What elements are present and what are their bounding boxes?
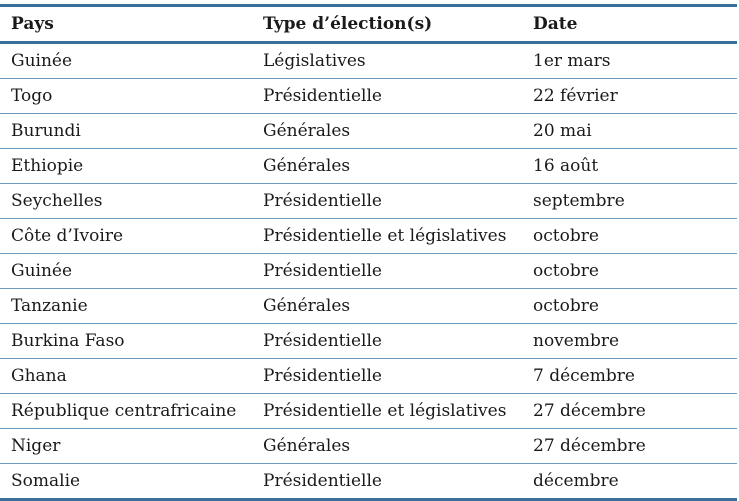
cell-election-type: Présidentielle [252,359,522,394]
cell-date: 7 décembre [522,359,737,394]
cell-country: Burundi [0,114,252,149]
cell-election-type: Législatives [252,43,522,79]
cell-election-type: Présidentielle [252,254,522,289]
table-row [0,149,737,184]
cell-date: 1er mars [522,43,737,79]
cell-date: 27 décembre [522,394,737,429]
elections-table [0,4,737,501]
cell-election-type: Présidentielle [252,464,522,500]
header-date: Date [522,6,737,43]
header-row [0,6,737,43]
cell-date: 22 février [522,79,737,114]
cell-country: Guinée [0,254,252,289]
cell-date: novembre [522,324,737,359]
table-row [0,184,737,219]
elections-table-container [0,4,737,501]
cell-election-type: Générales [252,114,522,149]
cell-election-type: Générales [252,289,522,324]
table-row [0,43,737,79]
cell-election-type: Présidentielle [252,79,522,114]
cell-country: Seychelles [0,184,252,219]
cell-country: Côte d’Ivoire [0,219,252,254]
table-row [0,79,737,114]
cell-date: octobre [522,289,737,324]
cell-date: octobre [522,219,737,254]
cell-country: Burkina Faso [0,324,252,359]
cell-country: Tanzanie [0,289,252,324]
table-row [0,464,737,500]
cell-election-type: Présidentielle et législatives [252,394,522,429]
cell-country: Togo [0,79,252,114]
cell-date: octobre [522,254,737,289]
cell-election-type: Présidentielle [252,324,522,359]
cell-country: Ethiopie [0,149,252,184]
header-country: Pays [0,6,252,43]
cell-election-type: Présidentielle [252,184,522,219]
cell-country: Niger [0,429,252,464]
table-header [0,6,737,43]
cell-election-type: Générales [252,149,522,184]
cell-country: Guinée [0,43,252,79]
table-row [0,254,737,289]
header-election-type: Type d’élection(s) [252,6,522,43]
cell-country: Somalie [0,464,252,500]
table-row [0,429,737,464]
table-body [0,43,737,500]
table-row [0,324,737,359]
cell-country: République centrafricaine [0,394,252,429]
cell-date: 20 mai [522,114,737,149]
cell-date: 16 août [522,149,737,184]
cell-country: Ghana [0,359,252,394]
cell-date: décembre [522,464,737,500]
cell-date: septembre [522,184,737,219]
cell-date: 27 décembre [522,429,737,464]
table-row [0,289,737,324]
table-row [0,394,737,429]
table-row [0,359,737,394]
cell-election-type: Générales [252,429,522,464]
cell-election-type: Présidentielle et législatives [252,219,522,254]
table-row [0,114,737,149]
table-row [0,219,737,254]
